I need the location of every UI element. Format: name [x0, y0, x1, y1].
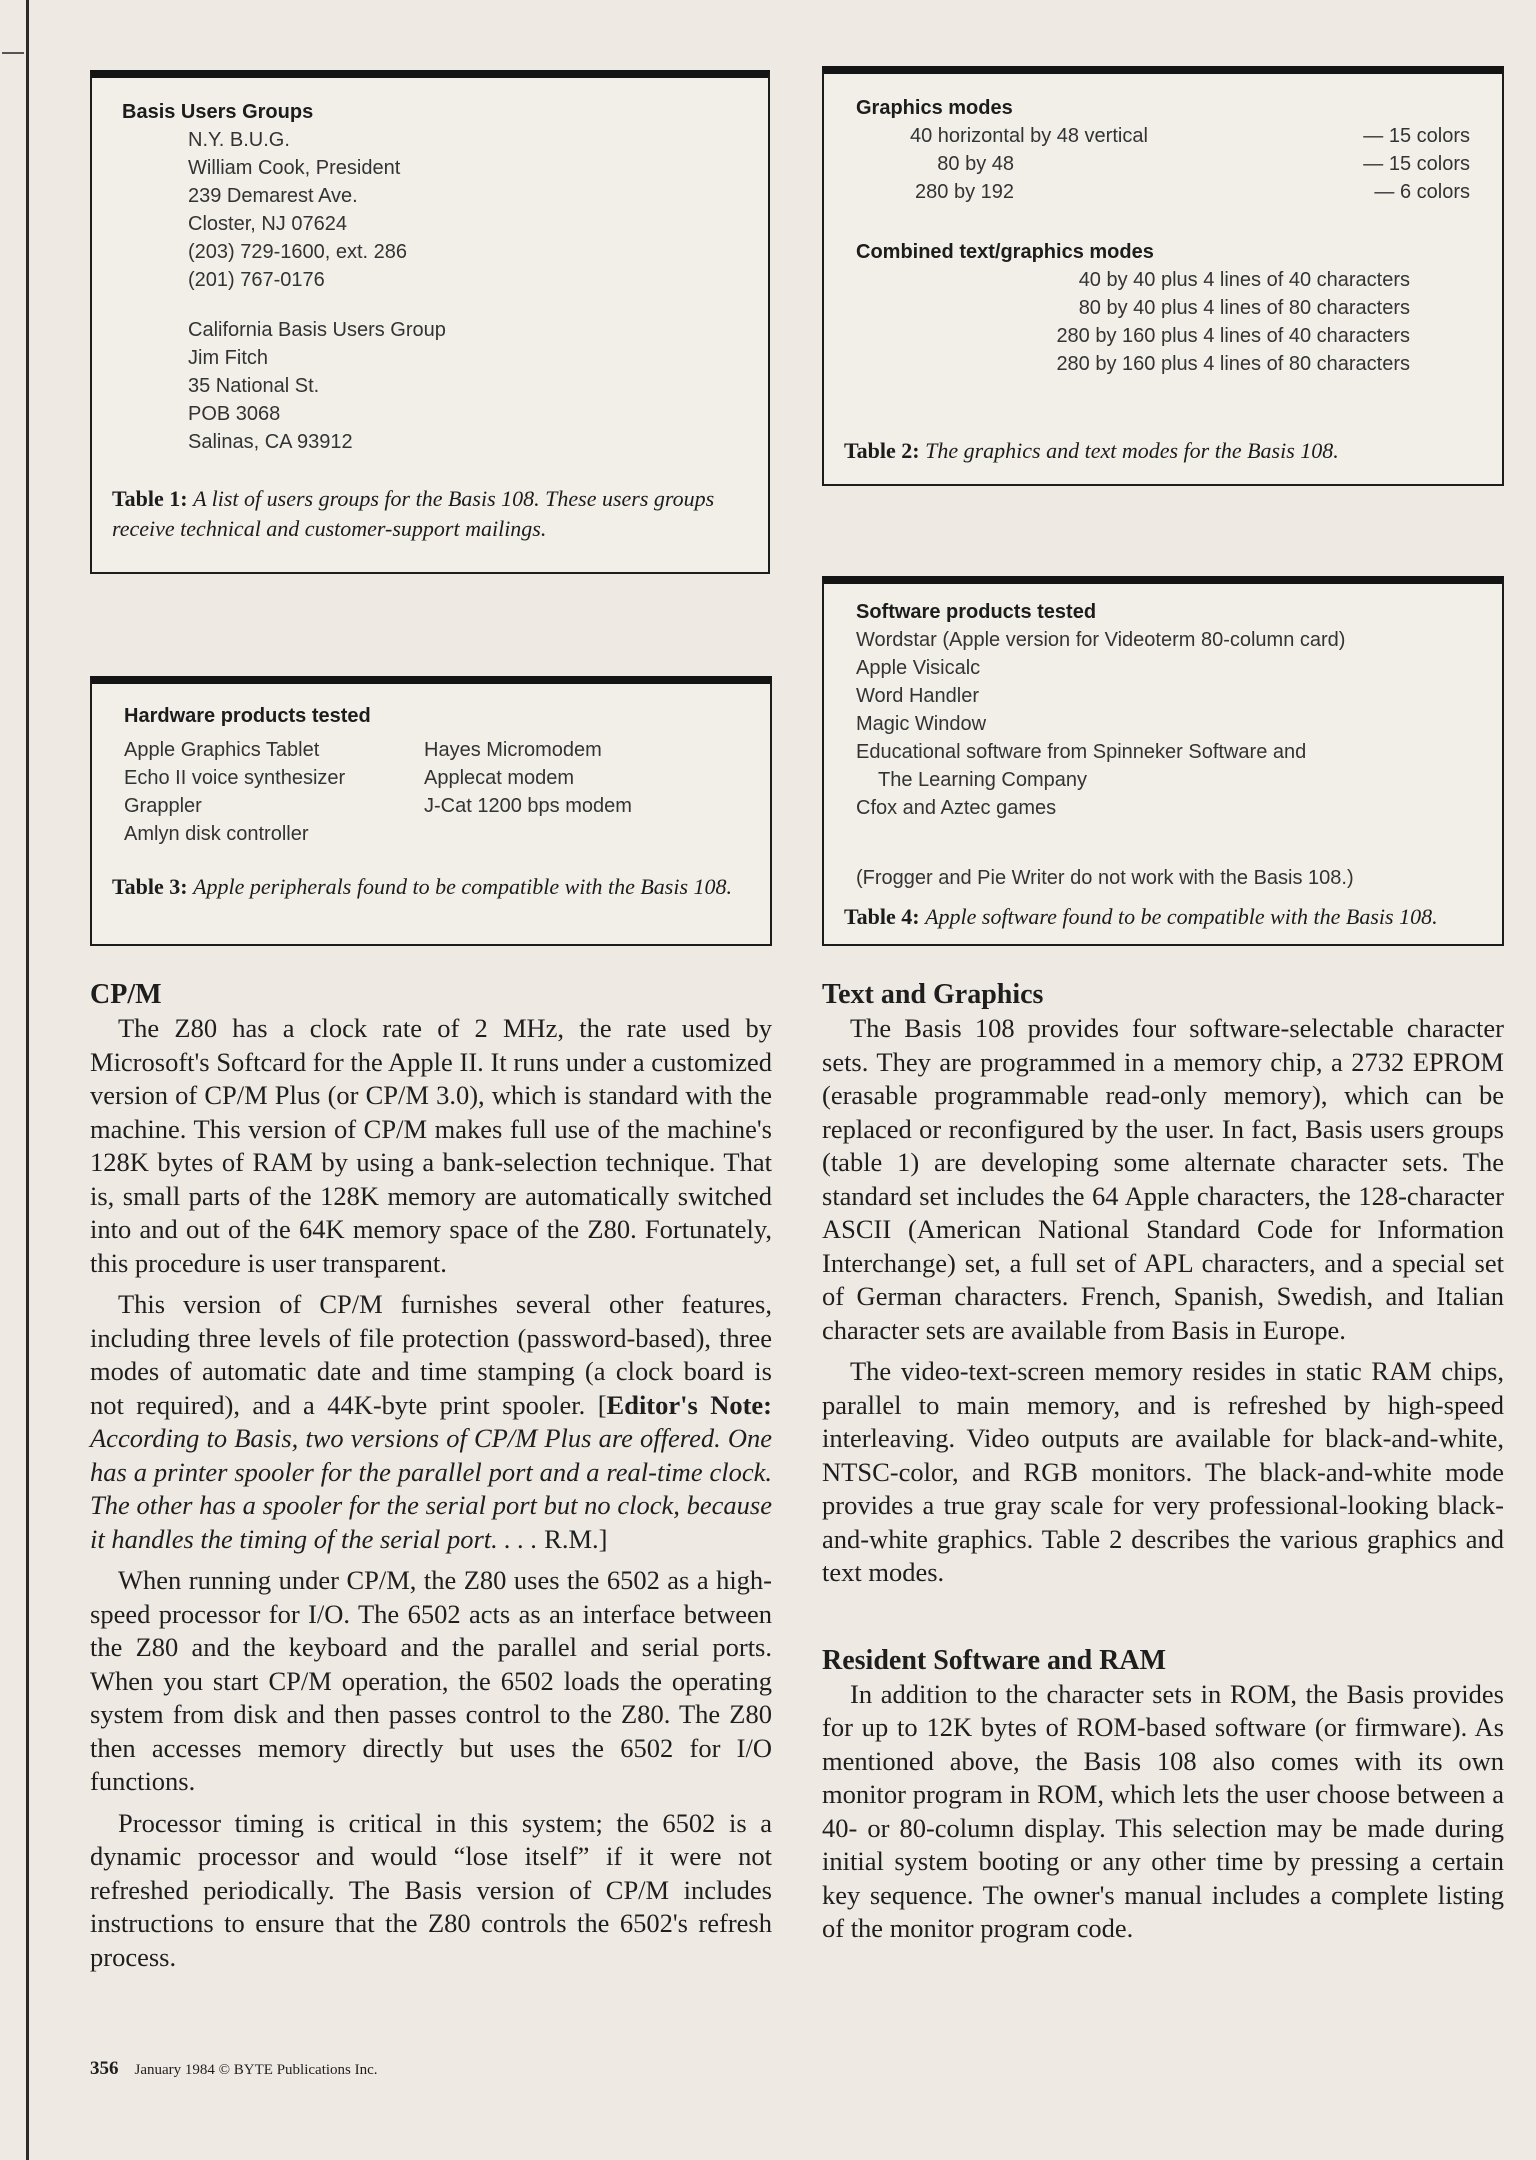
software-item: Magic Window — [856, 713, 987, 735]
software-item: The Learning Company — [878, 769, 1088, 791]
table-1-box — [90, 70, 770, 574]
software-item: Wordstar (Apple version for Videoterm 80-column card) — [856, 629, 1346, 651]
caption-text: Apple software found to be compatible with the Basis 108. — [925, 904, 1438, 929]
table-2-box — [822, 66, 1504, 486]
address-line: POB 3068 — [188, 403, 281, 425]
address-line: 35 National St. — [188, 375, 320, 397]
address-line: Salinas, CA 93912 — [188, 431, 353, 453]
table-4-box — [822, 576, 1504, 946]
address-line: Jim Fitch — [188, 347, 268, 369]
table-4-note: (Frogger and Pie Writer do not work with the Basis 108.) — [856, 867, 1354, 889]
margin-rule — [26, 0, 29, 2160]
table-4-items — [856, 626, 1476, 822]
caption-label: Table 1: — [112, 486, 188, 511]
table-3-box — [90, 676, 772, 946]
section-heading-text-graphics: Text and Graphics — [822, 979, 1044, 1010]
graphics-mode: 280 by 192 — [915, 181, 1014, 203]
caption-label: Table 2: — [844, 438, 920, 463]
address-line: N.Y. B.U.G. — [188, 129, 290, 151]
table-2-graphics-rows — [910, 122, 1470, 206]
hardware-item: Amlyn disk controller — [124, 823, 309, 845]
section-heading-resident-software: Resident Software and RAM — [822, 1644, 1167, 1676]
software-item: Apple Visicalc — [856, 657, 981, 679]
software-item: Word Handler — [856, 685, 980, 707]
paragraph: The Z80 has a clock rate of 2 MHz, the rate used by Microsoft's Softcard for the Apple II. It runs under a customized version of CP/M Plus (or CP/M 3.0), which is standard with the machine. This version of CP/M makes full use of the machine's 128K bytes of RAM by using a bank-selection technique. That is, small parts of the 128K memory are automatically switched into and out of the 64K memory space of the Z80. Fortunately, this procedure is user transparent. — [90, 1013, 772, 1278]
page-number: 356 — [90, 2058, 119, 2079]
bracket: [ — [597, 1389, 607, 1420]
graphics-mode-row — [910, 122, 1470, 150]
table-1-heading: Basis Users Groups — [122, 101, 314, 123]
margin-tick — [2, 52, 24, 54]
paragraph: In addition to the character sets in ROM, the Basis provides for up to 12K bytes of ROM-based software (or firmware). As mentioned above, the Basis 108 also comes with its own monitor program in ROM, which lets the user choose between a 40- or 80-column display. This selection may be made during initial system booting or any other time by pressing a certain key sequence. The owner's manual includes a complete listing of the monitor program code. — [822, 1678, 1504, 1943]
paragraph — [90, 1288, 772, 1556]
caption-label: Table 3: — [112, 874, 188, 899]
hardware-item: Hayes Micromodem — [424, 739, 602, 761]
table-2-combined-rows — [910, 266, 1410, 378]
caption-text: Apple peripherals found to be compatible with the Basis 108. — [193, 874, 733, 899]
table-2-caption — [844, 436, 1484, 466]
hardware-item: J-Cat 1200 bps modem — [424, 795, 632, 817]
graphics-mode: 80 by 48 — [937, 153, 1014, 175]
hardware-item: Grappler — [124, 795, 202, 817]
footer-text: January 1984 © BYTE Publications Inc. — [134, 2062, 378, 2078]
combined-mode-row: 40 by 40 plus 4 lines of 40 characters — [1078, 269, 1410, 291]
table-3-heading: Hardware products tested — [124, 705, 371, 727]
paragraph: When running under CP/M, the Z80 uses the 6502 as a high-speed processor for I/O. The 6502 acts as an interface between the Z80 and the keyboard and the parallel and serial ports. When you start CP/M operation, the 6502 loads the operating system from disk and then passes control to the Z80. The Z80 then accesses memory directly but uses the 6502 for I/O functions. — [90, 1565, 772, 1796]
graphics-mode-row — [910, 178, 1470, 206]
graphics-mode: 40 horizontal by 48 vertical — [910, 125, 1148, 147]
hardware-item: Echo II voice synthesizer — [124, 767, 346, 789]
combined-mode-row: 280 by 160 plus 4 lines of 40 characters — [1056, 325, 1410, 347]
address-line: Closter, NJ 07624 — [188, 213, 347, 235]
address-line: (203) 729-1600, ext. 286 — [188, 241, 408, 263]
caption-text: The graphics and text modes for the Basis 108. — [925, 438, 1339, 463]
hardware-item: Apple Graphics Tablet — [124, 739, 320, 761]
editor-note-signature: R.M.] — [544, 1523, 608, 1554]
section-heading-cpm: CP/M — [90, 979, 162, 1010]
table-2-combined-heading: Combined text/graphics modes — [856, 241, 1154, 263]
software-item: Cfox and Aztec games — [856, 797, 1057, 819]
table-3-right-items — [424, 736, 632, 820]
table-1-caption — [112, 484, 748, 544]
right-column — [822, 978, 1504, 2058]
table-3-left-items — [124, 736, 345, 848]
software-item: Educational software from Spinneker Software and — [856, 741, 1307, 763]
combined-mode-row: 280 by 160 plus 4 lines of 80 characters — [1056, 353, 1410, 375]
editor-note-label: Editor's Note: — [606, 1389, 773, 1420]
address-line: (201) 767-0176 — [188, 269, 325, 291]
combined-mode-row: 80 by 40 plus 4 lines of 80 characters — [1078, 297, 1410, 319]
paragraph-text: This version of CP/M furnishes several other features, including three levels of file protection (password-based), three modes of automatic date and time stamping (a clock board is not required), and a 44K-byte print spooler. — [90, 1289, 772, 1420]
paragraph: Processor timing is critical in this system; the 6502 is a dynamic processor and would “lose itself” if it were not refreshed periodically. The Basis version of CP/M includes instructions to ensure that the Z80 controls the 6502's refresh process. — [90, 1807, 772, 1972]
paragraph: The Basis 108 provides four software-selectable character sets. They are programmed in a memory chip, a 2732 EPROM (erasable programmable read-only memory), which can be replaced or reconfigured by the user. In fact, Basis users groups (table 1) are developing some alternate character sets. The standard set includes the 64 Apple characters, the 128-character ASCII (American National Standard Code for Information Interchange) set, a full set of APL characters, and a special set of German characters. French, Spanish, Swedish, and Italian character sets are available from Basis in Europe. — [822, 1013, 1504, 1345]
table-1-group-1 — [188, 126, 407, 294]
caption-text: A list of users groups for the Basis 108. These users groups receive technical and customer-support mailings. — [112, 486, 715, 541]
table-4-caption — [844, 902, 1484, 932]
address-line: William Cook, President — [188, 157, 401, 179]
hardware-item: Applecat modem — [424, 767, 575, 789]
table-1-group-2 — [188, 316, 446, 456]
paragraph: The video-text-screen memory resides in static RAM chips, parallel to main memory, and is refreshed by high-speed interleaving. Video outputs are available for black-and-white, NTSC-color, and RGB monitors. The black-and-white mode provides a true gray scale for very professional-looking black-and-white graphics. Table 2 describes the various graphics and text modes. — [822, 1356, 1504, 1587]
table-4-heading: Software products tested — [856, 601, 1097, 623]
graphics-colors: — 15 colors — [1363, 125, 1470, 147]
caption-label: Table 4: — [844, 904, 920, 929]
address-line: California Basis Users Group — [188, 319, 446, 341]
graphics-mode-row — [910, 150, 1470, 178]
editor-note-text: According to Basis, two versions of CP/M Plus are offered. One has a printer spooler for the parallel port and a real-time clock. The other has a spooler for the serial port but no clock, because it handles the timing of the serial port. . . . — [90, 1423, 772, 1554]
page-footer — [90, 2058, 378, 2080]
table-3-caption — [112, 872, 748, 902]
graphics-colors: — 6 colors — [1374, 181, 1470, 203]
table-2-graphics-heading: Graphics modes — [856, 97, 1013, 119]
graphics-colors: — 15 colors — [1363, 153, 1470, 175]
left-column — [90, 978, 772, 2028]
address-line: 239 Demarest Ave. — [188, 185, 358, 207]
